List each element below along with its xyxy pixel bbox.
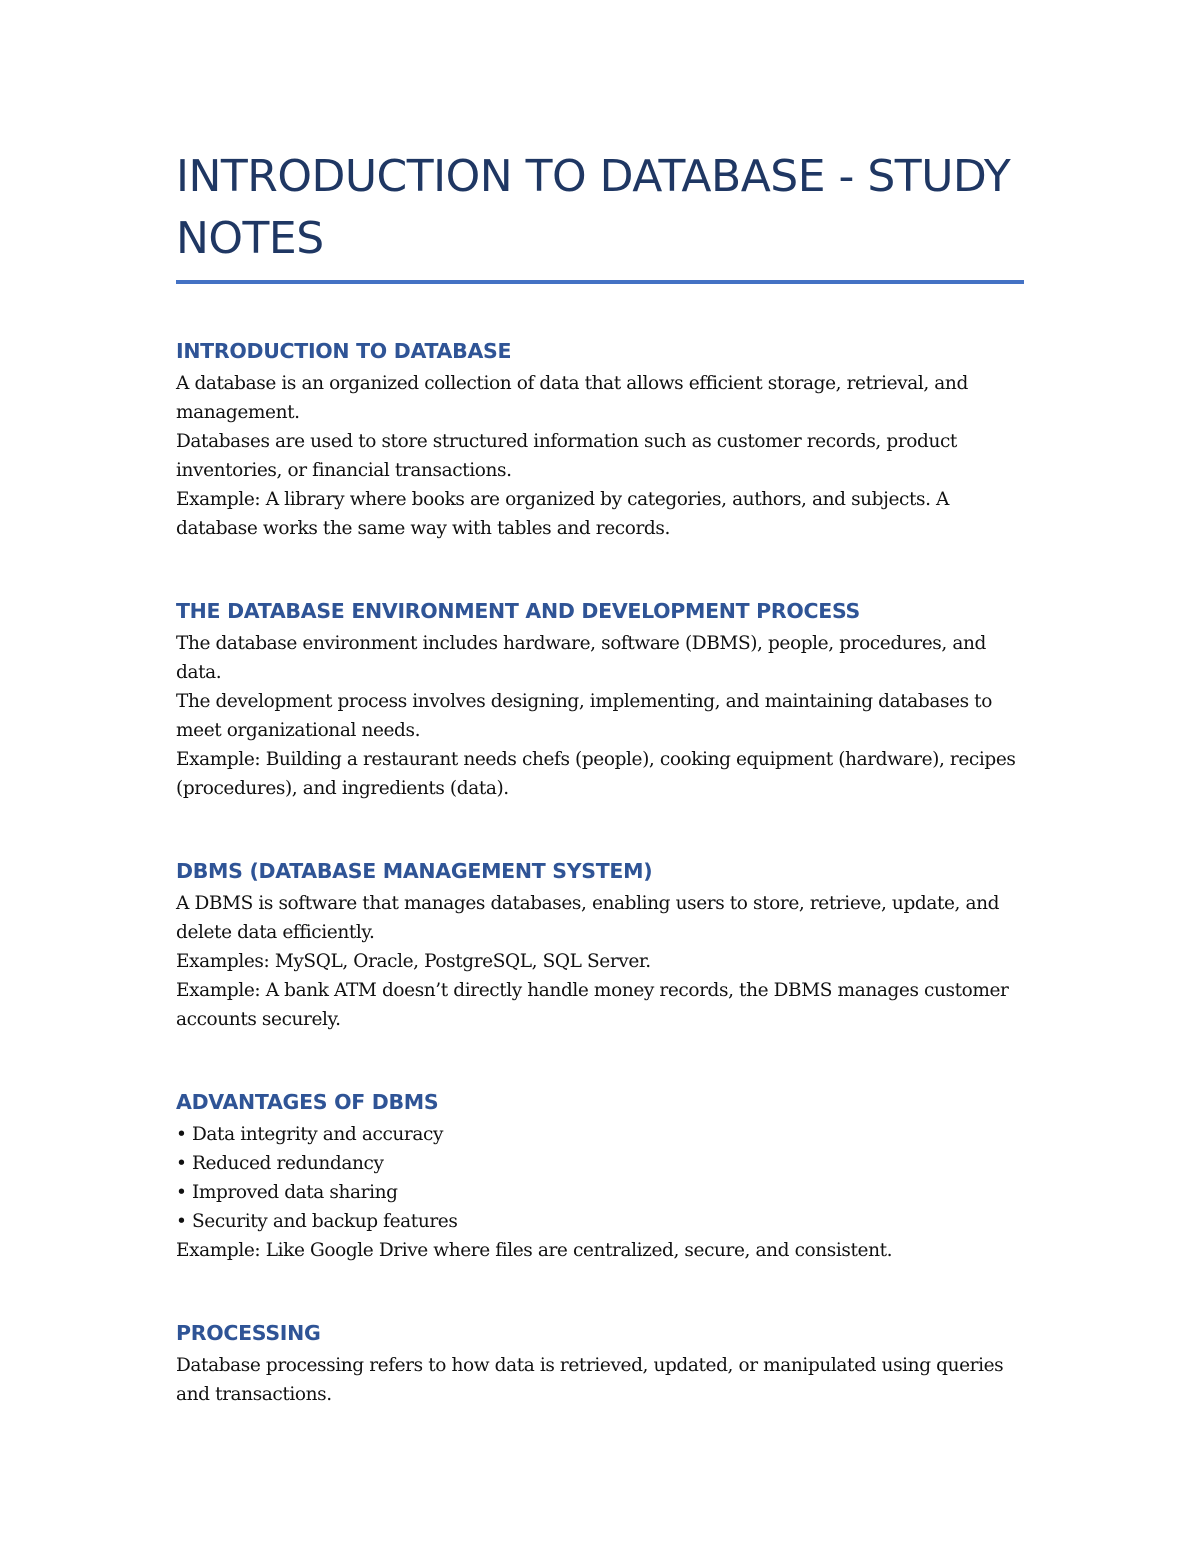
section-paragraph: Example: Building a restaurant needs chefs (people), cooking equipment (hardware), recipes (procedures), and ingredients (data).	[176, 749, 1016, 799]
section-paragraph: The database environment includes hardware, software (DBMS), people, procedures, and data.	[176, 633, 986, 683]
section-heading: ADVANTAGES OF DBMS	[176, 1090, 439, 1114]
section-processing	[176, 1318, 1026, 1409]
section-environment	[176, 596, 1026, 803]
section-paragraph: A DBMS is software that manages databases, enabling users to store, retrieve, update, and delete data efficiently.	[176, 893, 1000, 943]
section-heading: DBMS (DATABASE MANAGEMENT SYSTEM)	[176, 859, 653, 883]
bullet-item: • Data integrity and accuracy	[176, 1124, 444, 1145]
section-paragraph: The development process involves designing, implementing, and maintaining databases to meet organizational needs.	[176, 691, 992, 741]
document-title: INTRODUCTION TO DATABASE - STUDY NOTES	[176, 151, 1011, 264]
section-paragraph: A database is an organized collection of data that allows efficient storage, retrieval, and management.	[176, 373, 968, 423]
section-paragraph: Databases are used to store structured information such as customer records, product inventories, or financial transactions.	[176, 431, 957, 481]
section-dbms	[176, 856, 1026, 1034]
section-heading: INTRODUCTION TO DATABASE	[176, 339, 512, 363]
bullet-item: • Improved data sharing	[176, 1182, 398, 1203]
section-paragraph: Example: Like Google Drive where files are centralized, secure, and consistent.	[176, 1240, 893, 1261]
title-underline-rule	[176, 280, 1024, 284]
section-heading: THE DATABASE ENVIRONMENT AND DEVELOPMENT PROCESS	[176, 599, 860, 623]
document-content	[176, 146, 1026, 1409]
section-paragraph: Example: A bank ATM doesn’t directly handle money records, the DBMS manages customer accounts securely.	[176, 980, 1009, 1030]
section-introduction	[176, 336, 1026, 543]
section-advantages	[176, 1087, 1026, 1265]
section-paragraph: Example: A library where books are organized by categories, authors, and subjects. A database works the same way with tables and records.	[176, 489, 950, 539]
bullet-item: • Security and backup features	[176, 1211, 458, 1232]
section-paragraph: Examples: MySQL, Oracle, PostgreSQL, SQL Server.	[176, 951, 651, 972]
section-heading: PROCESSING	[176, 1321, 321, 1345]
bullet-item: • Reduced redundancy	[176, 1153, 384, 1174]
section-paragraph: Database processing refers to how data is retrieved, updated, or manipulated using queries and transactions.	[176, 1355, 1004, 1405]
